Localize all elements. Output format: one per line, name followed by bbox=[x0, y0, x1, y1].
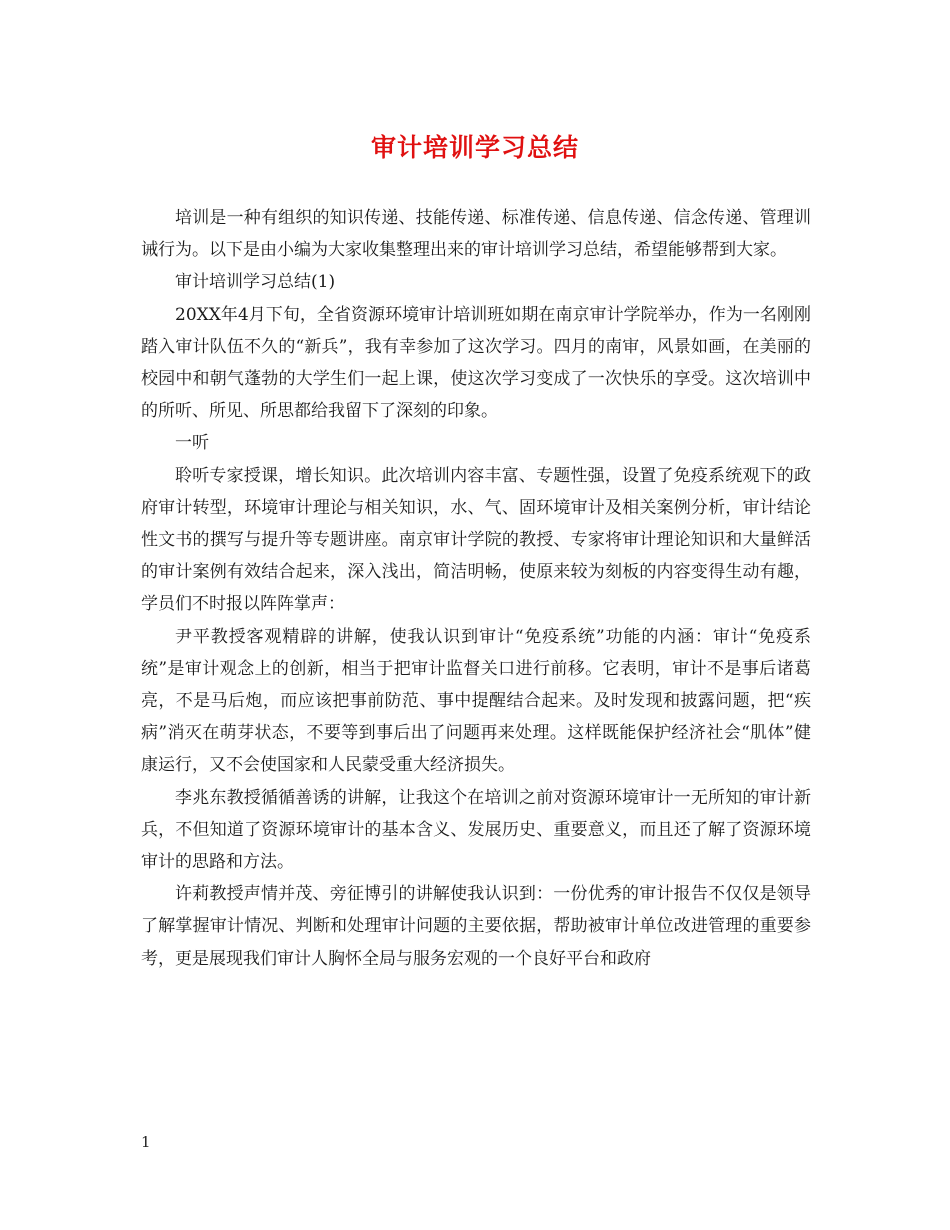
document-body bbox=[141, 202, 811, 975]
subsection-heading: 一听 bbox=[175, 433, 209, 454]
paragraph: 李兆东教授循循善诱的讲解，让我这个在培训之前对资源环境审计一无所知的审计新兵，不但知道了资源环境审计的基本含义、发展历史、重要意义，而且还了解了资源环境审计的思路和方法。 bbox=[141, 787, 811, 873]
page-number: 1 bbox=[141, 1133, 151, 1151]
paragraph: 20XX年4月下旬，全省资源环境审计培训班如期在南京审计学院举办，作为一名刚刚踏入审计队伍不久的“新兵”，我有幸参加了这次学习。四月的南审，风景如画，在美丽的校园中和朝气蓬勃的大学生们一起上课，使这次学习变成了一次快乐的享受。这次培训中的所听、所见、所思都给我留下了深刻的印象。 bbox=[141, 304, 811, 422]
paragraph: 聆听专家授课，增长知识。此次培训内容丰富、专题性强，设置了免疫系统观下的政府审计转型，环境审计理论与相关知识，水、气、固环境审计及相关案例分析，审计结论性文书的撰写与提升等专题讲座。南京审计学院的教授、专家将审计理论知识和大量鲜活的审计案例有效结合起来，深入浅出，简洁明畅，使原来较为刻板的内容变得生动有趣，学员们不时报以阵阵掌声： bbox=[141, 465, 811, 615]
paragraph-intro: 培训是一种有组织的知识传递、技能传递、标准传递、信息传递、信念传递、管理训诫行为。以下是由小编为大家收集整理出来的审计培训学习总结，希望能够帮到大家。 bbox=[141, 208, 811, 261]
document-title: 审计培训学习总结 bbox=[370, 133, 579, 162]
paragraph: 许莉教授声情并茂、旁征博引的讲解使我认识到：一份优秀的审计报告不仅仅是领导了解掌握审计情况、判断和处理审计问题的主要依据，帮助被审计单位改进管理的重要参考，更是展现我们审计人胸怀全局与服务宏观的一个良好平台和政府 bbox=[141, 884, 811, 969]
section-heading: 审计培训学习总结(1) bbox=[175, 272, 336, 293]
paragraph: 尹平教授客观精辟的讲解，使我认识到审计“免疫系统”功能的内涵：审计“免疫系统”是审计观念上的创新，相当于把审计监督关口进行前移。它表明，审计不是事后诸葛亮，不是马后炮，而应该把事前防范、事中提醒结合起来。及时发现和披露问题，把“疾病”消灭在萌芽状态，不要等到事后出了问题再来处理。这样既能保护经济社会“肌体”健康运行，又不会使国家和人民蒙受重大经济损失。 bbox=[141, 626, 811, 776]
